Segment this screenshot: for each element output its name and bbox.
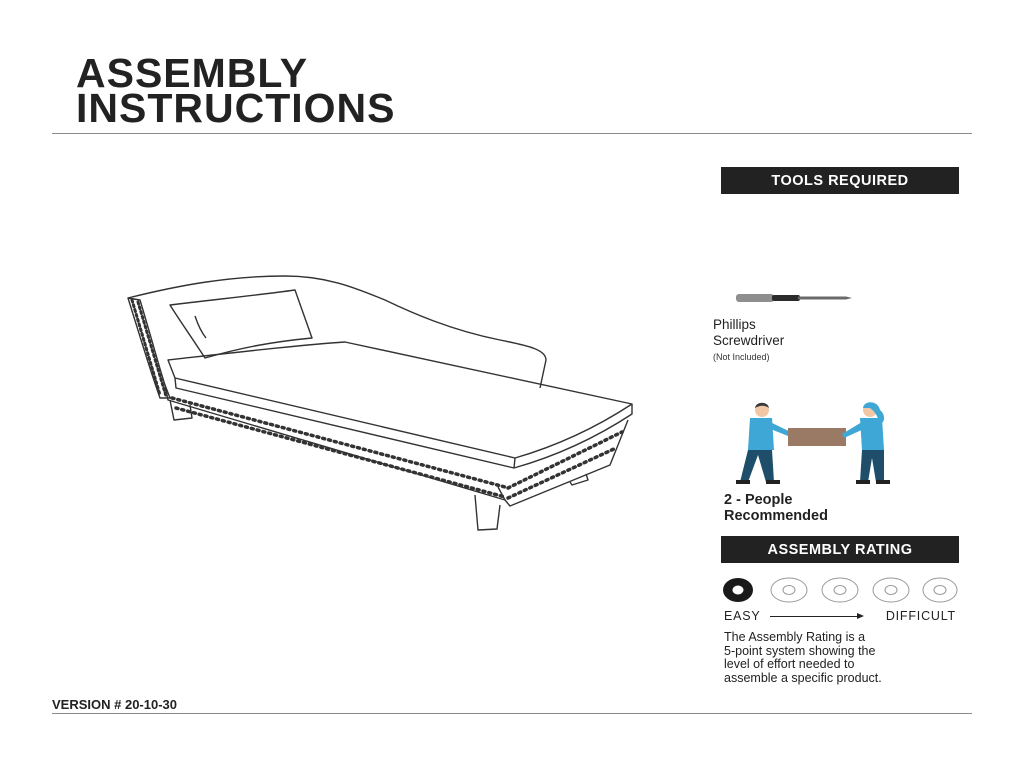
- title-line-2: INSTRUCTIONS: [76, 85, 396, 131]
- screwdriver-icon: [734, 290, 854, 306]
- rating-circle-5: [923, 578, 957, 602]
- rating-circle-3: [822, 578, 858, 602]
- leg-front-right: [475, 495, 500, 530]
- document-title: [76, 50, 396, 131]
- rating-circle-2: [771, 578, 807, 602]
- two-people-carrying-box-icon: [720, 400, 910, 488]
- tool-note: (Not Included): [713, 352, 770, 362]
- chaise-lounge-illustration: [110, 260, 650, 550]
- rating-circle-4: [873, 578, 909, 602]
- rating-circle-1: [723, 578, 753, 602]
- people-label-line-2: Recommended: [724, 508, 828, 524]
- rating-desc-line-1: The Assembly Rating is a: [724, 630, 866, 644]
- arrow-right-icon: [770, 616, 862, 617]
- arm-panel: [128, 298, 170, 398]
- people-recommended-label: [724, 492, 828, 524]
- pillow: [170, 290, 312, 358]
- tool-name: [713, 317, 784, 349]
- tool-name-line-2: Screwdriver: [713, 333, 785, 348]
- easy-label: EASY: [724, 609, 761, 623]
- top-divider: [52, 133, 972, 134]
- rating-desc-line-2: 5-point system showing the: [724, 643, 876, 658]
- assembly-rating-header: ASSEMBLY RATING: [721, 536, 959, 563]
- version-label: VERSION # 20-10-30: [52, 697, 178, 712]
- rating-description: [724, 631, 964, 685]
- assembly-rating-scale: [722, 577, 958, 603]
- rating-desc-line-3: level of effort needed to: [724, 657, 855, 671]
- bottom-divider: [52, 713, 972, 714]
- difficult-label: DIFFICULT: [885, 609, 956, 623]
- tool-name-line-1: Phillips: [713, 317, 756, 332]
- rating-scale-labels: [724, 609, 956, 625]
- title-line-1: ASSEMBLY: [76, 50, 309, 96]
- base: [165, 385, 628, 506]
- tools-required-header: TOOLS REQUIRED: [721, 167, 959, 194]
- people-label-line-1: 2 - People: [724, 492, 793, 508]
- rating-desc-line-4: assemble a specific product.: [724, 670, 882, 685]
